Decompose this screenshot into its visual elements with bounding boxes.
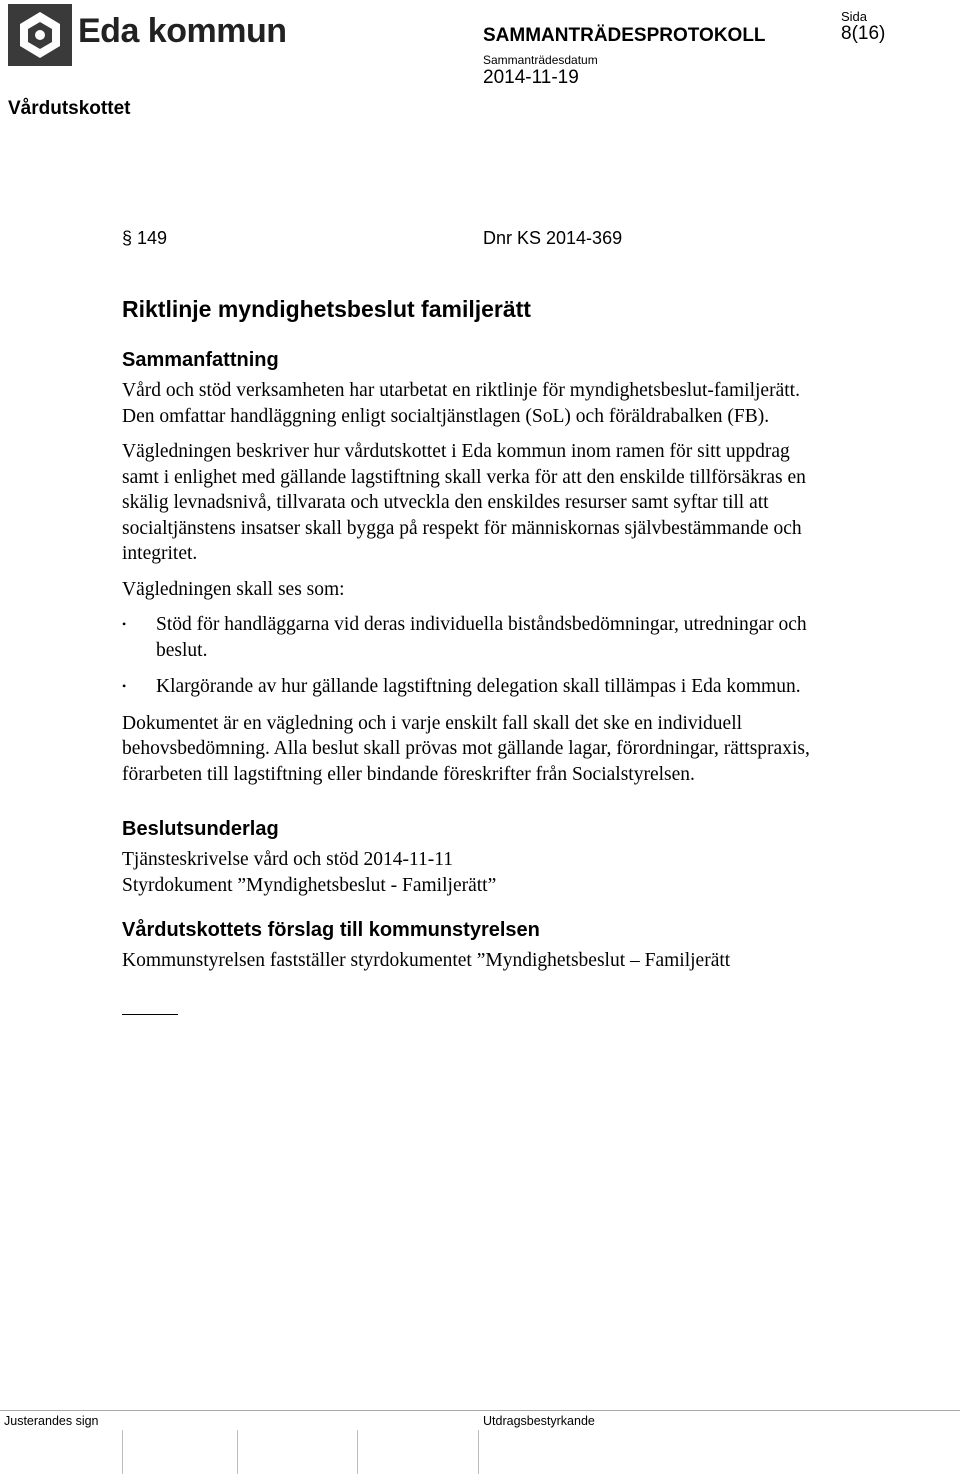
signature-box-divider: [357, 1430, 358, 1474]
signature-box-divider: [237, 1430, 238, 1474]
summary-paragraph-2: Vägledningen beskriver hur vårdutskottet i Eda kommun inom ramen för sitt uppdrag samt i enlighet med gällande lagstiftning skall verka för att den enskilde tillförsäkras en skälig levnadsnivå, tillvarata och utveckla den enskildes resurser samt syftar till att socialtjänstens insatser skall bygga på respekt för människornas självbestämmande och integritet.: [122, 441, 806, 564]
footer-signature-label: Justerandes sign: [4, 1414, 99, 1428]
bullet-icon: •: [122, 617, 127, 631]
summary-heading: Sammanfattning: [122, 349, 279, 371]
unit-name: Vårdutskottet: [8, 98, 131, 119]
basis-list: [122, 847, 812, 898]
list-item-text: Klargörande av hur gällande lagstiftning delegation skall tillämpas i Eda kommun.: [156, 676, 801, 697]
bullet-icon: •: [122, 679, 127, 693]
basis-line: Styrdokument ”Myndighetsbeslut - Familjerätt”: [122, 874, 497, 896]
page-label: Sida: [841, 9, 868, 24]
list-item-text: Stöd för handläggarna vid deras individuella biståndsbedömningar, utredningar och beslut.: [156, 614, 807, 661]
summary-paragraph-3: Vägledningen skall ses som:: [122, 578, 345, 600]
basis-line: Tjänsteskrivelse vård och stöd 2014-11-11: [122, 849, 454, 870]
footer-extract-label: Utdragsbestyrkande: [483, 1414, 595, 1428]
org-name: Eda kommun: [78, 12, 287, 50]
signature-box-divider: [122, 1430, 123, 1474]
summary-paragraph-1: Vård och stöd verksamheten har utarbetat en riktlinje för myndighetsbeslut-familjerätt. Den omfattar handläggning enligt socialtjänstlagen (SoL) och föräldrabalken (FB).: [122, 380, 800, 427]
footer-divider: [0, 1410, 960, 1411]
list-item: [122, 674, 812, 700]
signature-box-divider: [478, 1430, 479, 1474]
main-content: [122, 295, 812, 1015]
document-title: Riktlinje myndighetsbeslut familjerätt: [122, 296, 531, 322]
meeting-date: 2014-11-19: [483, 67, 579, 88]
summary-paragraph-4: Dokumentet är en vägledning och i varje enskilt fall skall det ske en individuell behovsbedömning. Alla beslut skall prövas mot gällande lagar, förordningar, rättspraxis, förarbeten till lagstiftning eller bindande föreskrifter från Socialstyrelsen.: [122, 712, 810, 785]
document-type: SAMMANTRÄDESPROTOKOLL: [483, 25, 766, 46]
summary-bullet-list: [122, 612, 812, 700]
page-number: 8(16): [841, 23, 886, 44]
proposal-heading: Vårdutskottets förslag till kommunstyrelsen: [122, 919, 540, 941]
list-item: [122, 612, 812, 663]
diary-number: Dnr KS 2014-369: [483, 228, 623, 248]
municipal-crest-icon: [8, 4, 72, 66]
basis-heading: Beslutsunderlag: [122, 818, 279, 840]
meeting-date-label: Sammanträdesdatum: [483, 53, 598, 67]
end-divider: [122, 1014, 178, 1015]
proposal-text: Kommunstyrelsen fastställer styrdokumentet ”Myndighetsbeslut – Familjerätt: [122, 950, 731, 971]
section-symbol: §: [122, 228, 133, 248]
section-number: [122, 228, 167, 249]
section-number-value: 149: [137, 228, 168, 248]
